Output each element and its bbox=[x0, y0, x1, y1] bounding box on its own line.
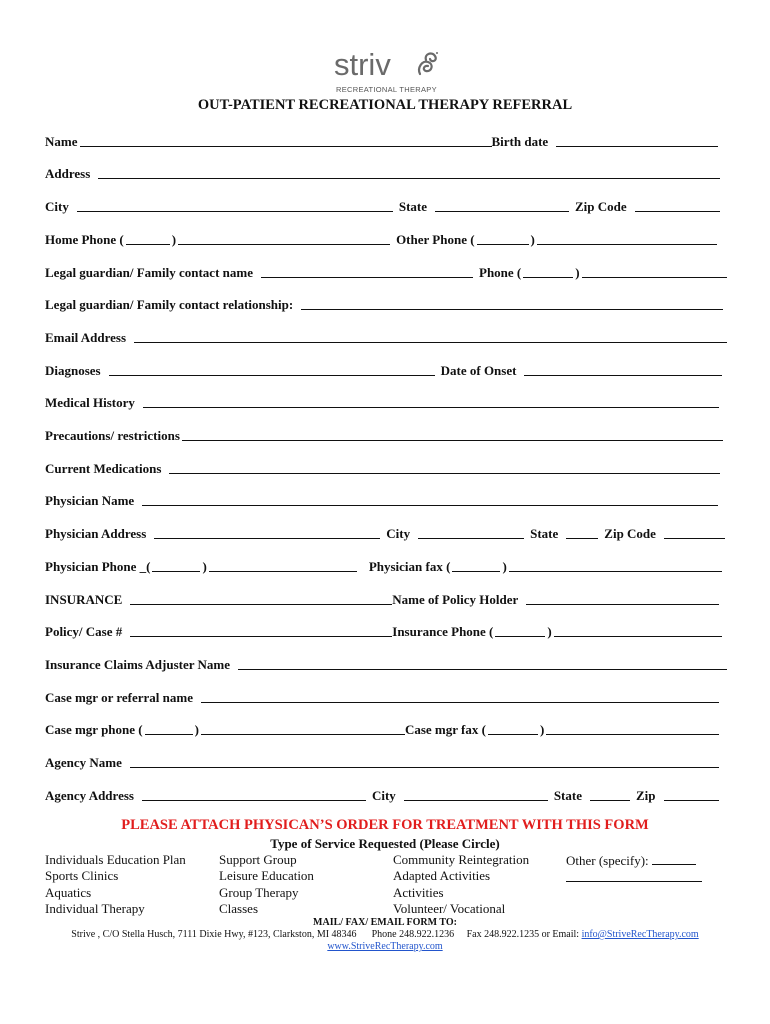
birth-date-field[interactable] bbox=[556, 133, 718, 147]
city-label: City bbox=[45, 199, 69, 214]
agency-state-label: State bbox=[553, 788, 582, 803]
other-specify-field-2[interactable] bbox=[566, 869, 702, 882]
row-diagnoses bbox=[45, 359, 727, 379]
service-option[interactable]: Individuals Education Plan bbox=[45, 852, 186, 867]
physician-order-notice: PLEASE ATTACH PHYSICAN’S ORDER FOR TREATMENT WITH THIS FORM bbox=[121, 817, 649, 833]
agency-state-field[interactable] bbox=[590, 787, 630, 801]
row-agency-name bbox=[45, 751, 727, 771]
close-paren: ) bbox=[194, 722, 199, 737]
precautions-label: Precautions/ restrictions bbox=[45, 428, 180, 443]
other-phone-area-field[interactable] bbox=[477, 231, 529, 245]
physician-name-field[interactable] bbox=[142, 492, 718, 506]
physician-phone-field[interactable] bbox=[209, 558, 357, 572]
case-mgr-phone-label: Case mgr phone ( bbox=[45, 722, 143, 737]
state-field[interactable] bbox=[435, 198, 569, 212]
physician-city-label: City bbox=[386, 526, 411, 541]
date-of-onset-label: Date of Onset bbox=[440, 363, 517, 378]
row-agency-address bbox=[45, 784, 727, 804]
claims-adjuster-field[interactable] bbox=[238, 656, 727, 670]
email-field[interactable] bbox=[134, 329, 727, 343]
service-option[interactable]: Classes bbox=[219, 900, 258, 916]
service-option[interactable]: Support Group bbox=[219, 852, 297, 867]
current-medications-label: Current Medications bbox=[45, 461, 162, 476]
precautions-field[interactable] bbox=[182, 427, 723, 441]
zip-code-field[interactable] bbox=[635, 198, 720, 212]
email-link[interactable]: info@StriveRecTherapy.com bbox=[581, 929, 699, 940]
name-label: Name bbox=[45, 134, 78, 149]
service-option[interactable]: Individual Therapy bbox=[45, 900, 145, 916]
service-option[interactable]: Adapted Activities bbox=[393, 868, 491, 884]
agency-name-field[interactable] bbox=[130, 754, 719, 768]
row-claims-adjuster bbox=[45, 653, 727, 673]
close-paren: ) bbox=[530, 232, 535, 247]
services-column-1 bbox=[45, 852, 186, 917]
service-option[interactable]: Activities bbox=[393, 884, 444, 900]
email-label: Email Address bbox=[45, 330, 127, 345]
logo-subtitle: RECREATIONAL THERAPY bbox=[336, 85, 437, 94]
home-phone-label: Home Phone ( bbox=[45, 232, 124, 247]
phone-number: Phone 248.922.1236 bbox=[371, 929, 455, 940]
claims-adjuster-label: Insurance Claims Adjuster Name bbox=[45, 657, 231, 672]
insurance-phone-area-field[interactable] bbox=[495, 623, 545, 637]
row-case-mgr-phone bbox=[45, 718, 727, 738]
physician-state-field[interactable] bbox=[566, 525, 598, 539]
agency-city-label: City bbox=[371, 788, 396, 803]
website-link[interactable]: www.StriveRecTherapy.com bbox=[327, 941, 443, 952]
row-guardian bbox=[45, 261, 727, 281]
date-of-onset-field[interactable] bbox=[524, 362, 722, 376]
other-specify-label: Other (specify): bbox=[566, 853, 649, 868]
row-physician-name bbox=[45, 489, 727, 509]
row-insurance bbox=[45, 588, 727, 608]
physician-phone-label: Physician Phone _( bbox=[45, 559, 151, 574]
guardian-phone-label: Phone ( bbox=[479, 265, 522, 280]
guardian-relationship-field[interactable] bbox=[301, 296, 723, 310]
case-mgr-phone-area-field[interactable] bbox=[145, 721, 193, 735]
insurance-field[interactable] bbox=[130, 591, 392, 605]
guardian-name-field[interactable] bbox=[261, 264, 473, 278]
services-column-4 bbox=[566, 852, 702, 887]
close-paren: ) bbox=[575, 265, 580, 280]
case-mgr-fax-field[interactable] bbox=[546, 721, 719, 735]
home-phone-area-field[interactable] bbox=[126, 231, 170, 245]
row-relationship bbox=[45, 293, 727, 313]
service-option[interactable]: Group Therapy bbox=[219, 884, 299, 900]
agency-name-label: Agency Name bbox=[45, 755, 122, 770]
contact-address bbox=[0, 929, 770, 940]
row-email bbox=[45, 326, 727, 346]
physician-phone-area-field[interactable] bbox=[152, 558, 200, 572]
logo-wordmark: striv bbox=[334, 47, 391, 82]
row-case-mgr-name bbox=[45, 686, 727, 706]
row-name bbox=[45, 130, 727, 150]
row-physician-phone bbox=[45, 555, 727, 575]
guardian-relationship-label: Legal guardian/ Family contact relationship: bbox=[45, 297, 294, 312]
service-option[interactable]: Community Reintegration bbox=[393, 852, 530, 867]
agency-city-field[interactable] bbox=[404, 787, 548, 801]
fax-number: Fax 248.922.1235 or Email: bbox=[466, 929, 580, 940]
close-paren: ) bbox=[202, 559, 207, 574]
case-mgr-fax-area-field[interactable] bbox=[488, 721, 538, 735]
current-medications-field[interactable] bbox=[169, 460, 720, 474]
address-field[interactable] bbox=[98, 165, 720, 179]
policy-holder-field[interactable] bbox=[526, 591, 719, 605]
row-address bbox=[45, 162, 727, 182]
medical-history-label: Medical History bbox=[45, 395, 135, 410]
row-policy bbox=[45, 620, 727, 640]
row-city bbox=[45, 195, 727, 215]
other-specify-field[interactable] bbox=[652, 852, 696, 865]
physician-zip-label: Zip Code bbox=[604, 526, 656, 541]
physician-fax-area-field[interactable] bbox=[452, 558, 500, 572]
case-mgr-phone-field[interactable] bbox=[201, 721, 405, 735]
mailing-address: Strive , C/O Stella Husch, 7111 Dixie Hwy, #123, Clarkston, MI 48346 bbox=[71, 929, 357, 940]
service-option[interactable]: Leisure Education bbox=[219, 868, 314, 884]
form-title: OUT-PATIENT RECREATIONAL THERAPY REFERRAL bbox=[197, 97, 573, 113]
agency-zip-field[interactable] bbox=[664, 787, 720, 801]
diagnoses-label: Diagnoses bbox=[45, 363, 101, 378]
close-paren: ) bbox=[539, 722, 545, 737]
guardian-name-label: Legal guardian/ Family contact name bbox=[45, 265, 253, 280]
agency-zip-label: Zip bbox=[635, 788, 656, 803]
other-phone-field[interactable] bbox=[537, 231, 717, 245]
zip-code-label: Zip Code bbox=[575, 199, 627, 214]
physician-address-label: Physician Address bbox=[45, 526, 147, 541]
close-paren: ) bbox=[171, 232, 177, 247]
case-mgr-name-label: Case mgr or referral name bbox=[45, 690, 194, 705]
close-paren: ) bbox=[502, 559, 507, 574]
medical-history-field[interactable] bbox=[143, 394, 719, 408]
other-phone-label: Other Phone ( bbox=[396, 232, 475, 247]
guardian-phone-field[interactable] bbox=[582, 264, 727, 278]
services-column-2 bbox=[219, 852, 314, 917]
close-paren: ) bbox=[547, 624, 552, 639]
insurance-phone-field[interactable] bbox=[554, 623, 722, 637]
services-title: Type of Service Requested (Please Circle) bbox=[270, 836, 500, 851]
row-medications bbox=[45, 457, 727, 477]
case-mgr-fax-label: Case mgr fax ( bbox=[404, 722, 486, 737]
city-field[interactable] bbox=[77, 198, 393, 212]
home-phone-field[interactable] bbox=[178, 231, 390, 245]
row-medical-history bbox=[45, 391, 727, 411]
row-phone bbox=[45, 228, 727, 248]
diagnoses-field[interactable] bbox=[109, 362, 435, 376]
physician-fax-label: Physician fax ( bbox=[368, 559, 451, 574]
insurance-label: INSURANCE bbox=[45, 592, 123, 607]
swirl-logo-icon bbox=[416, 50, 440, 80]
state-label: State bbox=[398, 199, 428, 214]
policy-holder-label: Name of Policy Holder bbox=[392, 592, 519, 607]
case-mgr-name-field[interactable] bbox=[201, 689, 719, 703]
physician-zip-field[interactable] bbox=[664, 525, 725, 539]
physician-address-field[interactable] bbox=[154, 525, 380, 539]
physician-fax-field[interactable] bbox=[509, 558, 722, 572]
birth-date-label: Birth date bbox=[491, 134, 549, 149]
service-option[interactable]: Sports Clinics bbox=[45, 868, 119, 884]
mail-label: MAIL/ FAX/ EMAIL FORM TO: bbox=[313, 917, 457, 928]
address-label: Address bbox=[45, 166, 91, 181]
policy-case-field[interactable] bbox=[130, 623, 392, 637]
strive-logo bbox=[334, 48, 444, 98]
service-option[interactable]: Volunteer/ Vocational bbox=[393, 900, 506, 916]
insurance-phone-label: Insurance Phone ( bbox=[392, 624, 494, 639]
guardian-phone-area-field[interactable] bbox=[523, 264, 573, 278]
policy-case-label: Policy/ Case # bbox=[45, 624, 123, 639]
row-precautions bbox=[45, 424, 727, 444]
physician-state-label: State bbox=[530, 526, 559, 541]
agency-address-field[interactable] bbox=[142, 787, 366, 801]
services-column-3 bbox=[393, 852, 529, 917]
physician-city-field[interactable] bbox=[418, 525, 524, 539]
physician-name-label: Physician Name bbox=[45, 493, 135, 508]
service-option[interactable]: Aquatics bbox=[45, 884, 92, 900]
agency-address-label: Agency Address bbox=[45, 788, 134, 803]
row-physician-address bbox=[45, 522, 727, 542]
name-field[interactable] bbox=[80, 133, 492, 147]
